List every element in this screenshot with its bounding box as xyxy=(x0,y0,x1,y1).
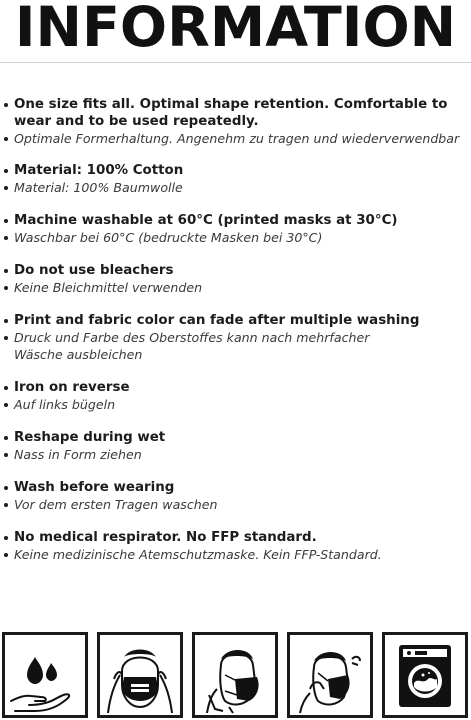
list-item xyxy=(4,262,466,296)
item-german: Auf links bügeln xyxy=(4,396,466,413)
item-english: One size fits all. Optimal shape retention. Comfortable to wear and to be used repeatedly. xyxy=(4,96,466,130)
item-english: No medical respirator. No FFP standard. xyxy=(4,529,466,546)
care-icons-row xyxy=(0,632,471,718)
item-german: Keine medizinische Atemschutzmaske. Kein FFP-Standard. xyxy=(4,546,466,563)
list-item xyxy=(4,479,466,513)
mask-side-icon xyxy=(192,632,278,718)
title-divider xyxy=(0,62,471,63)
item-german: Nass in Form ziehen xyxy=(4,446,466,463)
item-english: Material: 100% Cotton xyxy=(4,162,466,179)
list-item xyxy=(4,312,466,363)
list-item xyxy=(4,212,466,246)
item-english: Machine washable at 60°C (printed masks at 30°C) xyxy=(4,212,466,229)
list-item xyxy=(4,162,466,196)
item-english: Iron on reverse xyxy=(4,379,466,396)
item-german: Optimale Formerhaltung. Angenehm zu tragen und wiederverwendbar xyxy=(4,130,466,147)
list-item xyxy=(4,379,466,413)
mask-adjust-icon xyxy=(287,632,373,718)
list-item xyxy=(4,96,466,147)
item-german: Vor dem ersten Tragen waschen xyxy=(4,496,466,513)
list-item xyxy=(4,529,466,563)
item-german: Druck und Farbe des Oberstoffes kann nach mehrfacher Wäsche ausbleichen xyxy=(4,329,384,363)
item-german: Material: 100% Baumwolle xyxy=(4,179,466,196)
washing-machine-icon xyxy=(382,632,468,718)
item-english: Wash before wearing xyxy=(4,479,466,496)
item-english: Print and fabric color can fade after multiple washing xyxy=(4,312,466,329)
item-english: Reshape during wet xyxy=(4,429,466,446)
item-english: Do not use bleachers xyxy=(4,262,466,279)
item-german: Waschbar bei 60°C (bedruckte Masken bei 30°C) xyxy=(4,229,466,246)
item-german: Keine Bleichmittel verwenden xyxy=(4,279,466,296)
info-list xyxy=(4,96,466,563)
list-item xyxy=(4,429,466,463)
page-title: INFORMATION xyxy=(14,0,457,59)
mask-fitting-icon xyxy=(97,632,183,718)
hand-wash-icon xyxy=(2,632,88,718)
